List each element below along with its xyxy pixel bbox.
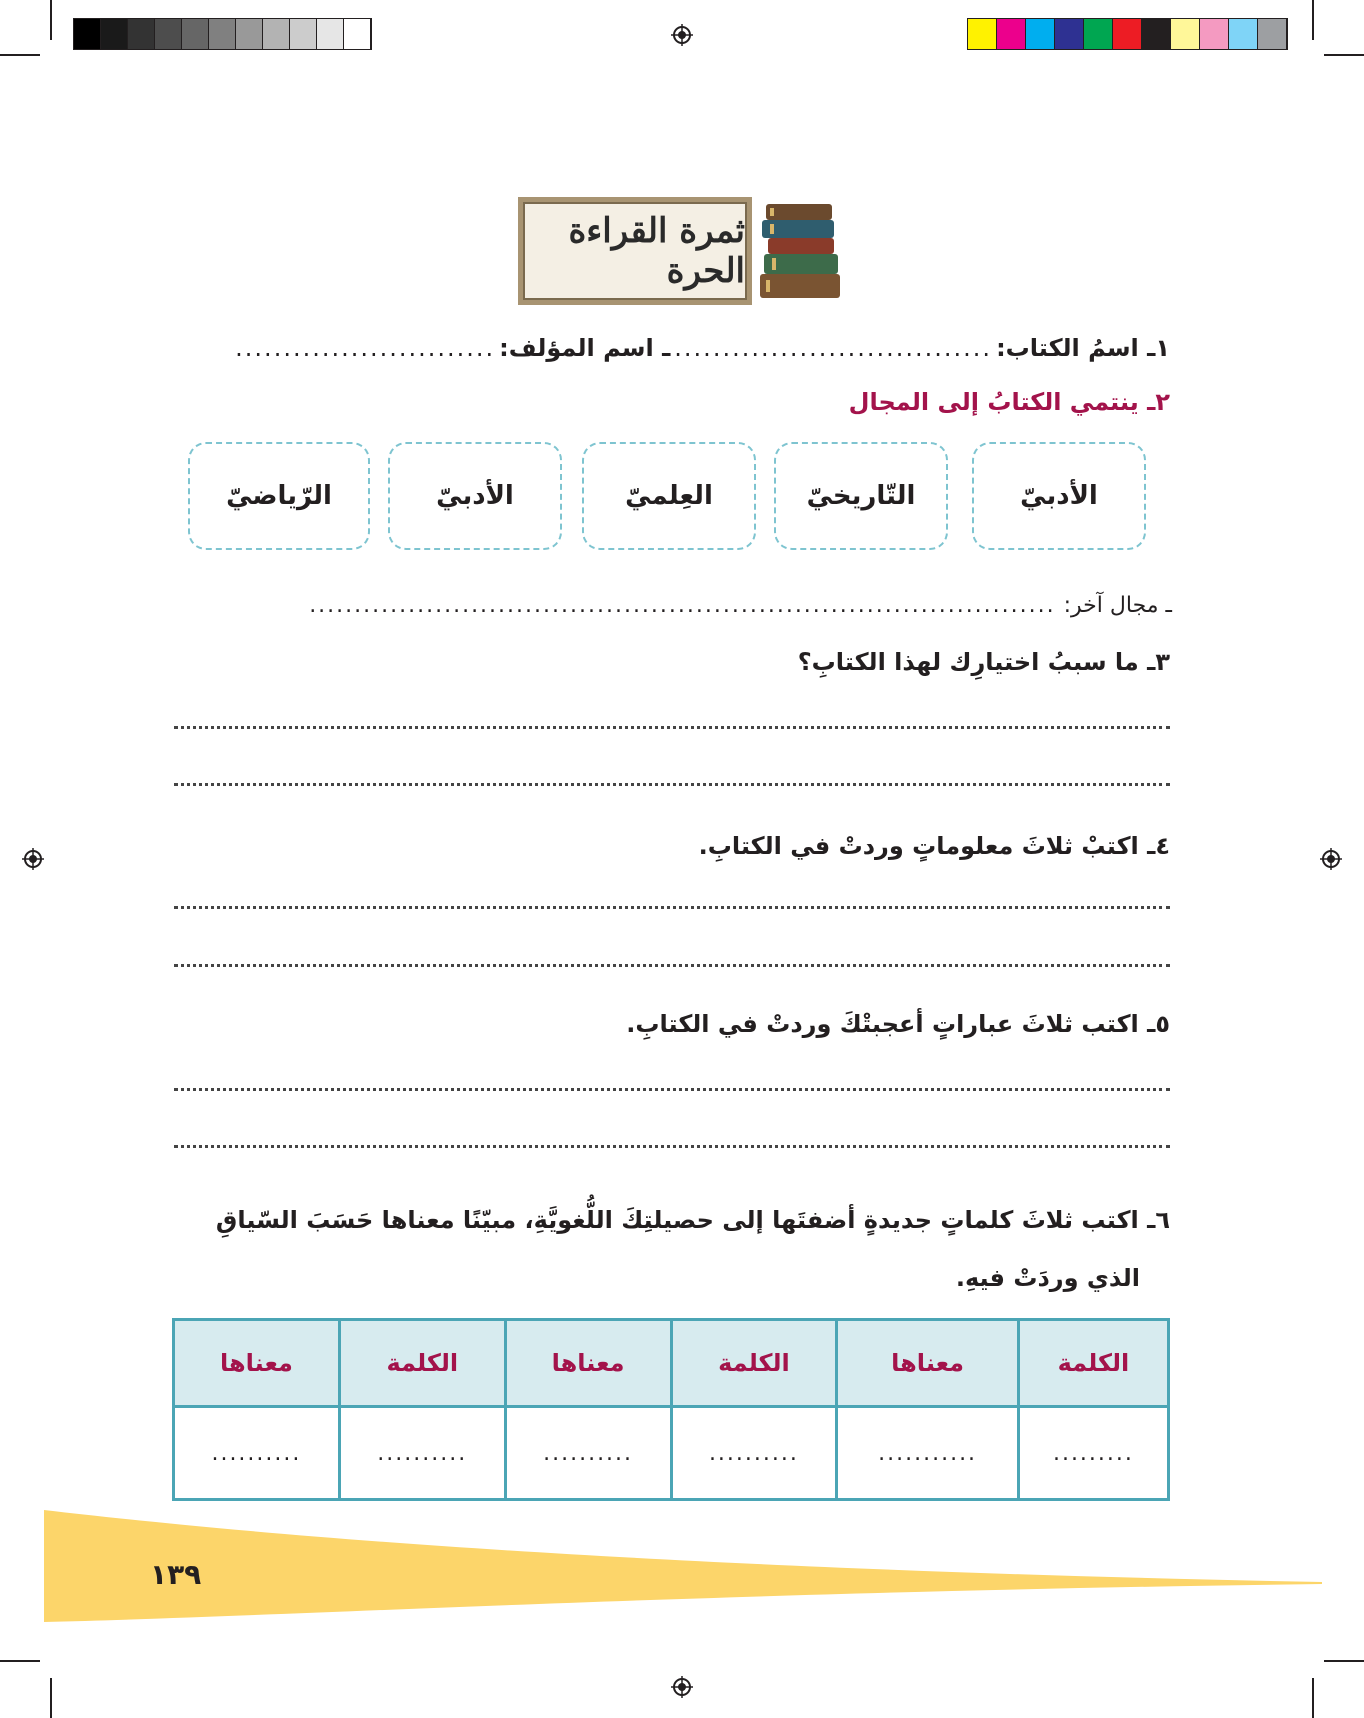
color-swatch — [1258, 19, 1287, 49]
gray-swatch — [209, 19, 236, 49]
domain-option[interactable]: الأدبيّ — [972, 442, 1146, 550]
book-name-dots: ................................. — [674, 334, 993, 362]
author-name-dots: ........................... — [235, 334, 496, 362]
domain-option[interactable]: التّاريخيّ — [774, 442, 948, 550]
gray-swatch — [236, 19, 263, 49]
table-header-cell: الكلمة — [671, 1320, 837, 1407]
crop-mark — [1312, 0, 1314, 40]
answer-line[interactable] — [174, 1088, 1170, 1091]
color-swatch — [1084, 19, 1113, 49]
other-domain-row — [172, 593, 1172, 618]
answer-line[interactable] — [174, 964, 1170, 967]
color-swatch — [1026, 19, 1055, 49]
other-domain-label: ـ مجال آخر: — [1063, 593, 1172, 618]
table-cell[interactable]: .......... — [505, 1407, 671, 1500]
question-4: ٤ـ اكتبْ ثلاثَ معلوماتٍ وردتْ في الكتابِ. — [698, 832, 1170, 860]
vocabulary-table — [172, 1318, 1170, 1501]
page-number: ١٣٩ — [150, 1558, 202, 1591]
crop-mark — [0, 54, 40, 56]
books-stack-icon — [760, 196, 842, 304]
gray-swatch — [155, 19, 182, 49]
other-domain-dots: ................................................................................... — [309, 593, 1056, 618]
answer-line[interactable] — [174, 1145, 1170, 1148]
footer-band — [0, 1500, 1364, 1640]
table-cell[interactable]: .......... — [671, 1407, 837, 1500]
table-header-row — [174, 1320, 1169, 1407]
registration-mark-icon — [1320, 848, 1342, 870]
crop-mark — [50, 0, 52, 40]
color-swatch — [1229, 19, 1258, 49]
table-header-cell: الكلمة — [1018, 1320, 1168, 1407]
table-cell[interactable]: ........... — [837, 1407, 1019, 1500]
gray-swatch — [263, 19, 290, 49]
gray-swatch — [182, 19, 209, 49]
gray-calibration-strip — [73, 18, 372, 50]
question-2: ٢ـ ينتمي الكتابُ إلى المجال — [848, 388, 1170, 416]
color-swatch — [1200, 19, 1229, 49]
question-6-line-1: ٦ـ اكتب ثلاثَ كلماتٍ جديدةٍ أضفتَها إلى حصيلتِكَ اللُّغويَّةِ، مبيّنًا معناها حَسَبَ السّياقِ — [215, 1206, 1170, 1234]
answer-line[interactable] — [174, 726, 1170, 729]
gray-swatch — [101, 19, 128, 49]
crop-mark — [1312, 1678, 1314, 1718]
crop-mark — [0, 1660, 40, 1662]
color-swatch — [1055, 19, 1084, 49]
table-header-cell: معناها — [174, 1320, 340, 1407]
color-swatch — [1113, 19, 1142, 49]
question-1 — [185, 334, 1170, 362]
gray-swatch — [290, 19, 317, 49]
table-cell[interactable]: .......... — [339, 1407, 505, 1500]
domain-option[interactable]: الرّياضيّ — [188, 442, 370, 550]
color-swatch — [968, 19, 997, 49]
table-header-cell: معناها — [505, 1320, 671, 1407]
crop-mark — [1324, 54, 1364, 56]
question-3: ٣ـ ما سببُ اختيارِك لهذا الكتابِ؟ — [797, 648, 1170, 676]
answer-line[interactable] — [174, 783, 1170, 786]
table-header-cell: الكلمة — [339, 1320, 505, 1407]
crop-mark — [50, 1678, 52, 1718]
color-swatch — [997, 19, 1026, 49]
registration-mark-icon — [671, 24, 693, 46]
banner-title: ثمرة القراءة الحرة — [568, 211, 745, 291]
color-swatch — [1171, 19, 1200, 49]
table-cell[interactable]: ......... — [1018, 1407, 1168, 1500]
question-5: ٥ـ اكتب ثلاثَ عباراتٍ أعجبتْكَ وردتْ في الكتابِ. — [626, 1010, 1170, 1038]
answer-line[interactable] — [174, 906, 1170, 909]
registration-mark-icon — [671, 1676, 693, 1698]
domain-option[interactable]: الأدبيّ — [388, 442, 562, 550]
table-row — [174, 1407, 1169, 1500]
gray-swatch — [74, 19, 101, 49]
registration-mark-icon — [22, 848, 44, 870]
section-banner — [518, 197, 752, 305]
table-cell[interactable]: .......... — [174, 1407, 340, 1500]
crop-mark — [1324, 1660, 1364, 1662]
color-calibration-strip — [967, 18, 1288, 50]
table-header-cell: معناها — [837, 1320, 1019, 1407]
gray-swatch — [317, 19, 344, 49]
color-swatch — [1142, 19, 1171, 49]
domain-option[interactable]: العِلميّ — [582, 442, 756, 550]
gray-swatch — [344, 19, 371, 49]
author-name-label: ـ اسم المؤلف: — [499, 334, 671, 362]
gray-swatch — [128, 19, 155, 49]
question-6-line-2: الذي وردَتْ فيهِ. — [955, 1264, 1140, 1292]
book-name-label: ١ـ اسمُ الكتاب: — [996, 334, 1170, 362]
